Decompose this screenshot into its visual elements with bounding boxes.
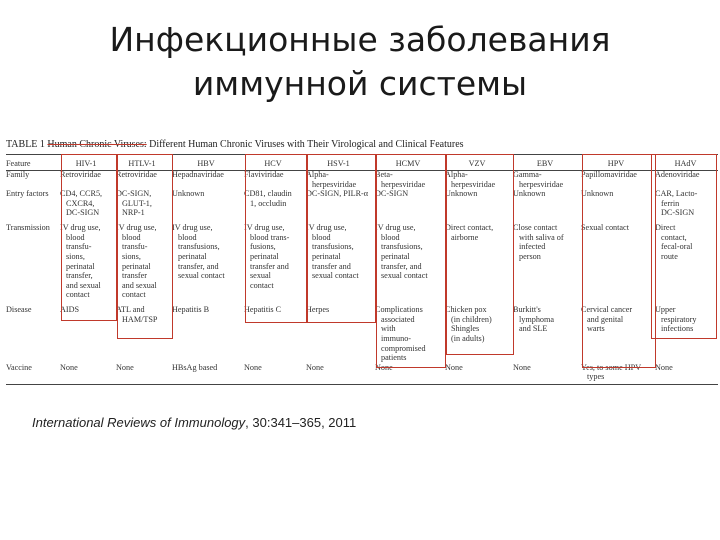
table-cell: ATL and HAM/TSP	[116, 305, 158, 324]
column-header: EBV	[536, 159, 554, 168]
slide-title-line-1: Инфекционные заболевания	[109, 20, 611, 59]
table-cell: Yes, to some HPV types	[581, 362, 642, 382]
table-cell: Unknown	[513, 189, 546, 199]
table-cell: Hepatitis C	[244, 305, 282, 315]
table-cell: Flaviviridae	[244, 170, 284, 179]
table-row	[6, 189, 718, 223]
column-header: Feature	[6, 159, 31, 168]
column-header: HCMV	[395, 159, 421, 168]
row-header: Transmission	[6, 223, 50, 233]
row-header: Vaccine	[6, 362, 32, 372]
table-cell: Gamma- herpesviridae	[513, 170, 564, 189]
column-header: HSV-1	[327, 159, 350, 168]
table-caption-text: Different Human Chronic Viruses with Their Virological and Clinical Features	[149, 139, 464, 150]
table-cell: Unknown	[581, 189, 614, 199]
table-cell: Upper respiratory infections	[655, 305, 697, 334]
table-cell: CD4, CCR5, CXCR4, DC-SIGN	[60, 189, 103, 218]
table-cell: Beta- herpesviridae	[375, 170, 426, 189]
table-row	[6, 223, 718, 305]
table-cell: IV drug use, blood transfu- sions, perinatal transfer and sexual contact	[116, 223, 157, 300]
table-cell: DC-SIGN, PILR-α	[306, 189, 369, 199]
table-cell: CAR, Lacto- ferrin DC-SIGN	[655, 189, 698, 218]
table-cell: Retroviridae	[116, 170, 157, 179]
table-cell: None	[513, 362, 531, 372]
table-cell: AIDS	[60, 305, 80, 315]
table-cell: Retroviridae	[60, 170, 101, 179]
table-caption	[6, 139, 464, 150]
row-header: Family	[6, 170, 30, 179]
table-cell: Hepadnaviridae	[172, 170, 224, 179]
table-cell: CD81, claudin 1, occludin	[244, 189, 292, 208]
table-cell: None	[306, 362, 324, 372]
table-caption-label: TABLE 1	[6, 139, 45, 150]
table-cell: None	[60, 362, 78, 372]
table-cell: Alpha- herpesviridae	[306, 170, 357, 189]
table-cell: Complications associated with immuno- compromised patients	[375, 305, 426, 363]
table-cell: None	[244, 362, 262, 372]
row-header: Entry factors	[6, 189, 49, 199]
table-cell: HBsAg based	[172, 362, 218, 372]
table-top-rule	[6, 154, 718, 155]
table-cell: Herpes	[306, 305, 330, 315]
column-header: HTLV-1	[128, 159, 156, 168]
column-header: HIV-1	[75, 159, 97, 168]
table-cell: Adenoviridae	[655, 170, 700, 179]
table-cell: Chicken pox (in children) Shingles (in adults)	[445, 305, 492, 343]
table-cell: Alpha- herpesviridae	[445, 170, 496, 189]
table-row	[6, 363, 718, 385]
table-cell: DC-SIGN, GLUT-1, NRP-1	[116, 189, 152, 218]
table-cell: Cervical cancer and genital warts	[581, 305, 633, 334]
table-cell: None	[655, 362, 673, 372]
table-row	[6, 170, 718, 189]
column-header: VZV	[468, 159, 486, 168]
table-body	[6, 170, 718, 385]
table-cell: Unknown	[172, 189, 205, 199]
column-header: HPV	[607, 159, 625, 168]
table-cell: Sexual contact	[581, 223, 629, 233]
table-cell: None	[116, 362, 134, 372]
table-cell: Burkitt's lymphoma and SLE	[513, 305, 555, 334]
citation-journal: International Reviews of Immunology	[32, 415, 246, 430]
table-cell: Close contact with saliva of infected person	[513, 223, 564, 261]
slide-title-line-2: иммунной системы	[192, 64, 528, 103]
slide-title	[0, 18, 720, 106]
column-header: HBV	[197, 159, 215, 168]
table-header-row	[6, 158, 718, 170]
table-cell: IV drug use, blood transfusions, perinatal transfer, and sexual contact	[172, 223, 225, 281]
table-cell: IV drug use, blood transfu- sions, perinatal transfer, and sexual contact	[60, 223, 101, 300]
table-cell: DC-SIGN	[375, 189, 409, 199]
table-cell: IV drug use, blood trans- fusions, perinatal transfer and sexual contact	[244, 223, 290, 290]
table-cell: IV drug use, blood transfusions, perinatal transfer, and sexual contact	[375, 223, 428, 281]
table-cell: Direct contact, airborne	[445, 223, 494, 242]
column-header: HAdV	[674, 159, 697, 168]
table-cell: Papillomaviridae	[581, 170, 637, 179]
table-cell: None	[445, 362, 463, 372]
table-cell: Unknown	[445, 189, 478, 199]
citation-details: , 30:341–365, 2011	[245, 415, 357, 430]
row-header: Disease	[6, 305, 32, 315]
table-caption-struck: Human Chronic Viruses:	[47, 139, 147, 150]
table-cell: Direct contact, fecal-oral route	[655, 223, 693, 261]
citation	[32, 415, 356, 430]
table-row	[6, 305, 718, 363]
table-cell: IV drug use, blood transfusions, perinatal transfer and sexual contact	[306, 223, 359, 281]
table-cell: None	[375, 362, 393, 372]
virus-table	[6, 158, 718, 385]
column-header: HCV	[264, 159, 282, 168]
table-cell: Hepatitis B	[172, 305, 210, 315]
